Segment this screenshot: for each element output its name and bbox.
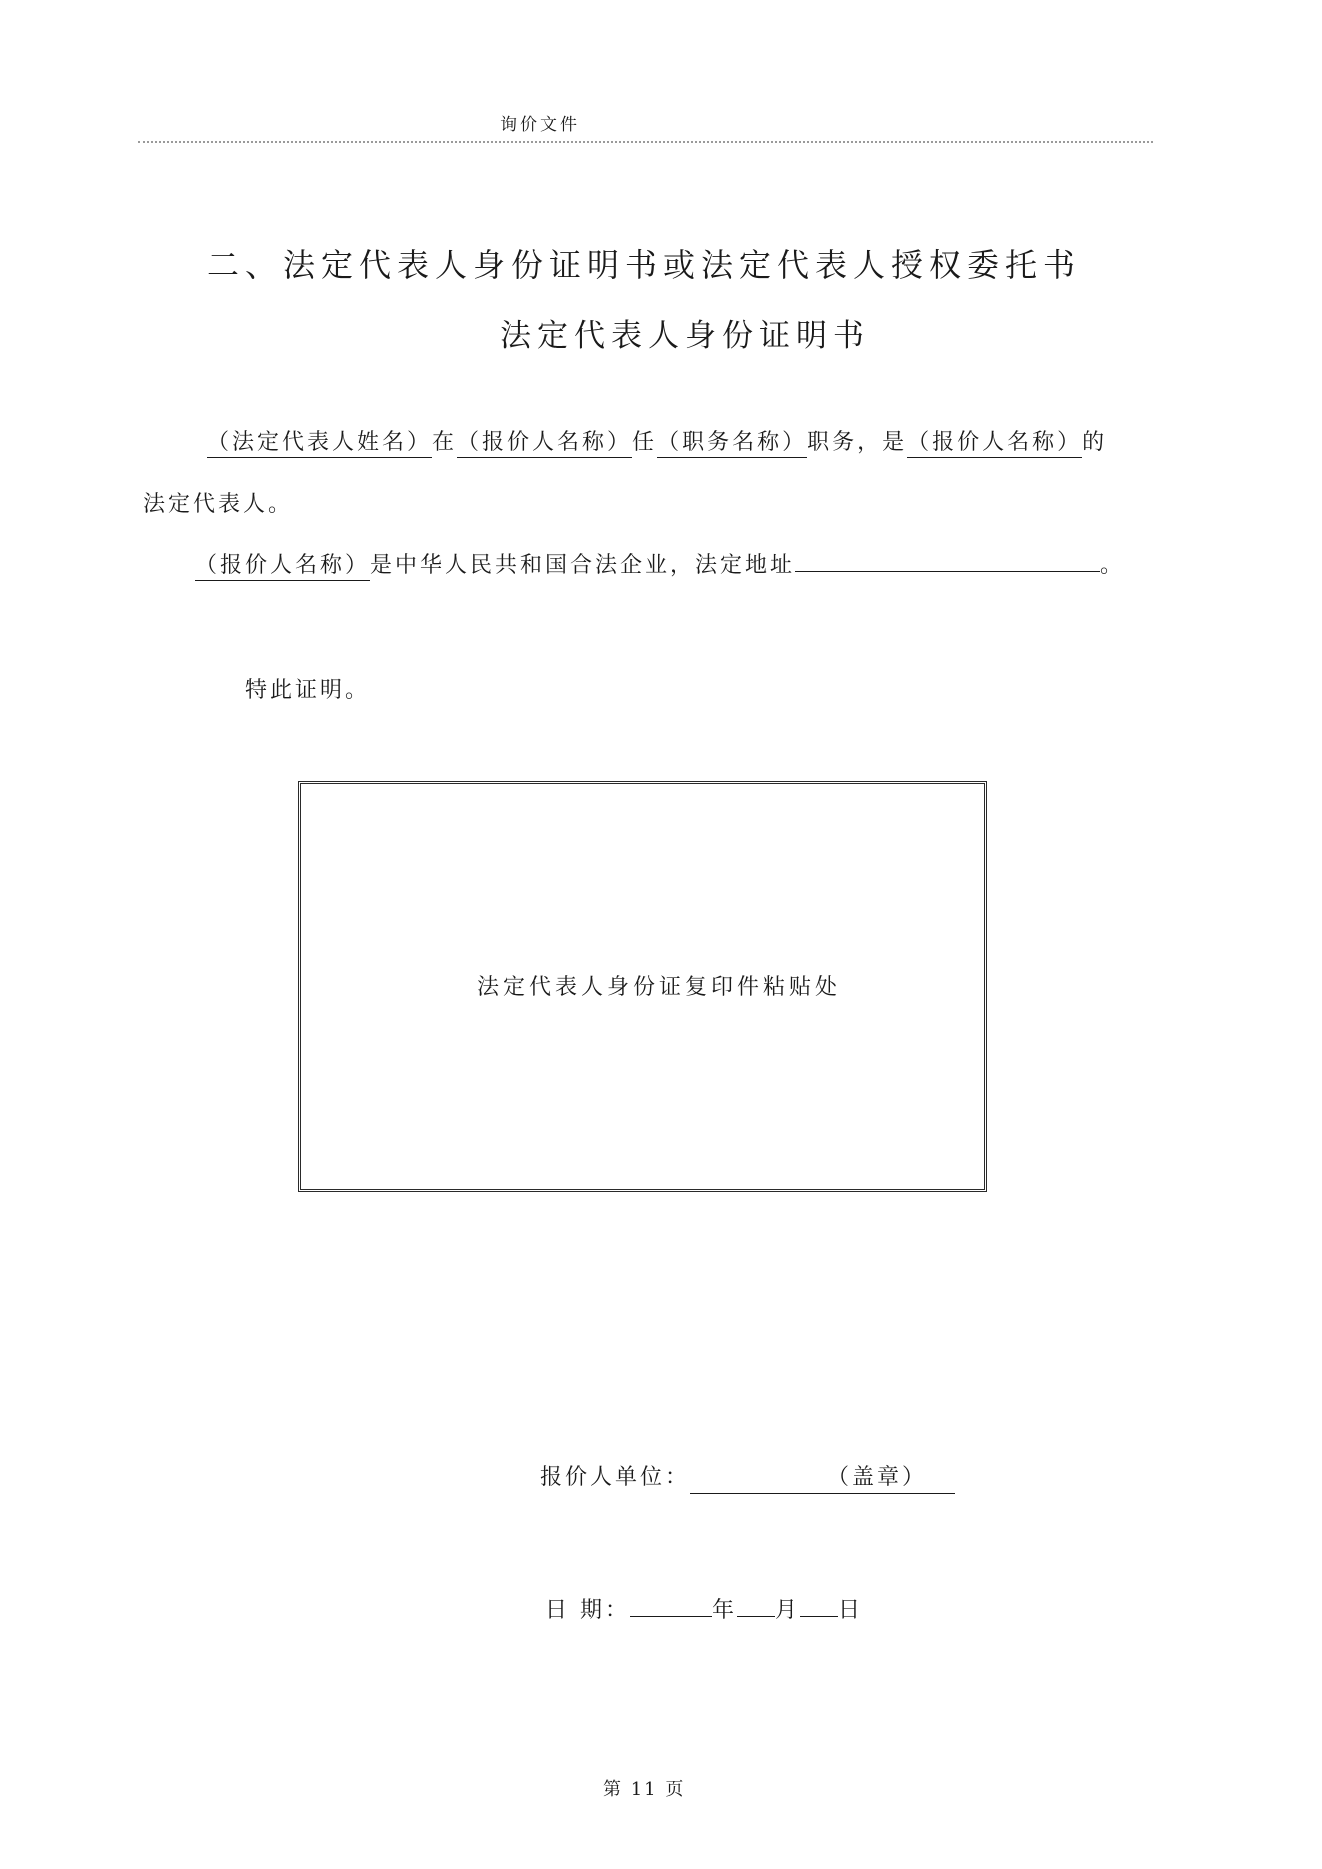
closing-text: 特此证明。 — [245, 678, 371, 703]
stamp-text: （盖章） — [827, 1465, 928, 1490]
text-segment: 职务，是 — [807, 430, 908, 455]
header-divider — [138, 141, 1153, 143]
field-bidder-name: （报价人名称） — [457, 430, 632, 458]
paragraph-line-3 — [195, 548, 1125, 579]
stamp-field — [690, 1460, 955, 1494]
day-blank — [800, 1615, 838, 1617]
date-label: 日 期： — [545, 1598, 630, 1623]
month-label: 月 — [775, 1598, 801, 1623]
year-blank — [630, 1615, 712, 1617]
text-segment: 的 — [1082, 430, 1108, 455]
header-title: 询价文件 — [500, 115, 580, 135]
address-blank — [795, 570, 1100, 572]
field-bidder-name-2: （报价人名称） — [907, 430, 1082, 458]
field-position-title: （职务名称） — [657, 430, 807, 458]
bidder-unit-line — [540, 1460, 955, 1494]
document-title: 法定代表人身份证明书 — [500, 318, 870, 354]
text-segment: 在 — [432, 430, 458, 455]
field-legal-rep-name: （法定代表人姓名） — [207, 430, 432, 458]
text-segment: 是中华人民共和国合法企业，法定地址 — [370, 553, 796, 578]
date-line — [545, 1593, 863, 1624]
paragraph-line-2: 法定代表人。 — [143, 492, 294, 517]
section-title: 二、法定代表人身份证明书或法定代表人授权委托书 — [207, 246, 1082, 284]
field-bidder-name-3: （报价人名称） — [195, 553, 370, 581]
year-label: 年 — [712, 1598, 738, 1623]
id-copy-box-label: 法定代表人身份证复印件粘贴处 — [477, 975, 842, 1000]
month-blank — [737, 1615, 775, 1617]
day-label: 日 — [838, 1598, 864, 1623]
text-segment: 任 — [632, 430, 658, 455]
paragraph-line-1 — [207, 425, 1107, 456]
unit-label: 报价人单位： — [540, 1465, 691, 1490]
text-segment: 。 — [1100, 553, 1126, 578]
page-number: 第 11 页 — [603, 1779, 686, 1800]
